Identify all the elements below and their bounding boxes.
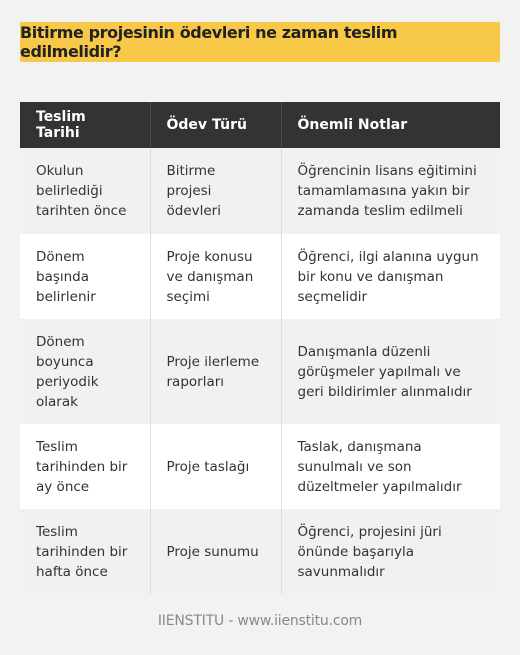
cell-type: Proje konusu ve danışman seçimi bbox=[150, 234, 281, 319]
cell-type: Proje sunumu bbox=[150, 509, 281, 594]
cell-notes: Öğrenci, projesini jüri önünde başarıyla savunmalıdır bbox=[281, 509, 500, 594]
header-teslim-tarihi: Teslim Tarihi bbox=[20, 102, 150, 148]
table-row bbox=[20, 234, 500, 319]
table-header-row bbox=[20, 102, 500, 148]
cell-type: Proje taslağı bbox=[150, 424, 281, 509]
cell-date: Teslim tarihinden bir hafta önce bbox=[20, 509, 150, 594]
cell-type: Proje ilerleme raporları bbox=[150, 319, 281, 424]
table-row bbox=[20, 319, 500, 424]
footer-credit: IIENSTITU - www.iienstitu.com bbox=[157, 613, 363, 629]
cell-date: Dönem başında belirlenir bbox=[20, 234, 150, 319]
title-banner bbox=[20, 22, 500, 62]
schedule-table bbox=[20, 102, 500, 594]
table-row bbox=[20, 509, 500, 594]
page-title: Bitirme projesinin ödevleri ne zaman teslim edilmelidir? bbox=[20, 23, 398, 61]
header-onemli-notlar: Önemli Notlar bbox=[281, 102, 500, 148]
cell-notes: Öğrenci, ilgi alanına uygun bir konu ve danışman seçmelidir bbox=[281, 234, 500, 319]
cell-date: Teslim tarihinden bir ay önce bbox=[20, 424, 150, 509]
cell-date: Dönem boyunca periyodik olarak bbox=[20, 319, 150, 424]
cell-notes: Danışmanla düzenli görüşmeler yapılmalı ve geri bildirimler alınmalıdır bbox=[281, 319, 500, 424]
cell-type: Bitirme projesi ödevleri bbox=[150, 148, 281, 234]
header-odev-turu: Ödev Türü bbox=[150, 102, 281, 148]
table-row bbox=[20, 148, 500, 234]
table-row bbox=[20, 424, 500, 509]
cell-date: Okulun belirlediği tarihten önce bbox=[20, 148, 150, 234]
cell-notes: Öğrencinin lisans eğitimini tamamlamasına yakın bir zamanda teslim edilmeli bbox=[281, 148, 500, 234]
cell-notes: Taslak, danışmana sunulmalı ve son düzeltmeler yapılmalıdır bbox=[281, 424, 500, 509]
